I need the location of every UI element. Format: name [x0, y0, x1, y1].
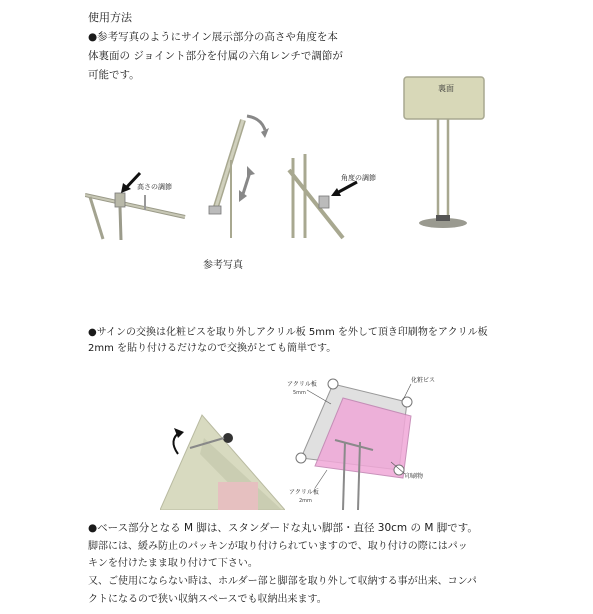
stand-back-photo [400, 75, 490, 235]
print-label: 印刷物 [405, 473, 424, 480]
acrylic-2mm-sub: 2mm [299, 498, 312, 504]
height-adjust-label: 高さの調節 [137, 183, 172, 191]
paragraph-base-line4: 又、ご使用にならない時は、ホルダー部と脚部を取り外して収納する事が出来、コンパ [88, 576, 477, 587]
acrylic-exploded-diagram [285, 370, 445, 510]
back-side-label: 裏面 [438, 84, 454, 93]
paragraph-base-line2: 脚部には、緩み防止のパッキンが取り付けられていますので、取り付けの際にはパッ [88, 541, 468, 552]
acrylic-5mm-label: アクリル板 [287, 381, 317, 388]
paragraph-adjust-line1: ●参考写真のようにサイン展示部分の高さや角度を本 [88, 31, 338, 43]
acrylic-corner-photo [160, 410, 285, 510]
height-adjust-photo [85, 165, 195, 240]
paragraph-base-line1: ●ベース部分となる M 脚は、スタンダードな丸い脚部・直径 30cm の M 脚です。 [88, 522, 478, 534]
paragraph-adjust-line2: 体裏面の ジョイント部分を付属の六角レンチで調節が [88, 50, 343, 62]
paragraph-base-line3: キンを付けたまま取り付けて下さい。 [88, 558, 258, 569]
paragraph-adjust-line3: 可能です。 [88, 69, 140, 81]
angle-adjust-photo [285, 150, 395, 240]
photo-caption: 参考写真 [203, 260, 243, 271]
rotate-arrow-icon [247, 116, 265, 130]
angle-adjust-label: 角度の調節 [341, 174, 376, 182]
paragraph-base-line5: クトになるので狭い収納スペースでも収納出来ます。 [88, 594, 327, 605]
acrylic-5mm-sub: 5mm [293, 390, 306, 396]
paragraph-exchange-line1: ●サインの交換は化粧ビスを取り外しアクリル板 5mm を外して頂き印刷物をアクリル板 [88, 327, 488, 338]
paragraph-exchange-line2: 2mm を貼り付けるだけなので交換がとても簡単です。 [88, 343, 337, 354]
joint-rotation-photo [195, 110, 275, 240]
acrylic-2mm-label: アクリル板 [289, 489, 319, 496]
screw-label: 化粧ビス [411, 377, 436, 384]
section-heading: 使用方法 [88, 11, 132, 24]
